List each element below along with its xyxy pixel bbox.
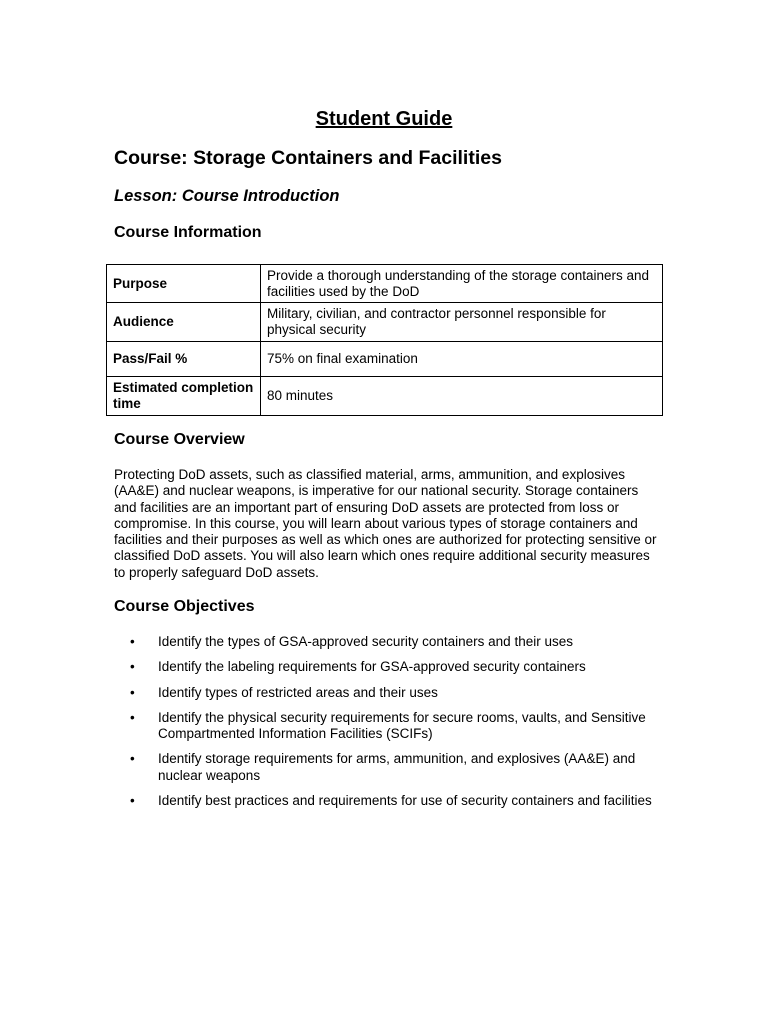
bullet-icon: • xyxy=(130,751,135,767)
table-row xyxy=(107,265,663,303)
row-label: Pass/Fail % xyxy=(107,342,261,377)
list-item xyxy=(114,685,659,701)
course-information-table xyxy=(106,264,663,416)
lesson-title: Lesson: Course Introduction xyxy=(114,187,340,205)
bullet-icon: • xyxy=(130,793,135,809)
row-label: Estimated completion time xyxy=(107,377,261,416)
list-item xyxy=(114,793,659,809)
row-label: Audience xyxy=(107,303,261,342)
guide-title: Student Guide xyxy=(315,108,453,130)
table-row xyxy=(107,303,663,342)
objective-text: Identify the types of GSA-approved security containers and their uses xyxy=(158,634,573,649)
course-objectives-list xyxy=(114,634,659,818)
row-value: Military, civilian, and contractor personnel responsible for physical security xyxy=(261,303,663,342)
row-label: Purpose xyxy=(107,265,261,303)
row-value: 75% on final examination xyxy=(261,342,663,377)
objective-text: Identify the physical security requirements for secure rooms, vaults, and Sensitive Compartmented Information Facilities (SCIFs) xyxy=(158,709,646,742)
list-item xyxy=(114,710,659,743)
bullet-icon: • xyxy=(130,709,135,725)
course-information-heading: Course Information xyxy=(114,224,262,241)
course-overview-heading: Course Overview xyxy=(114,431,245,448)
bullet-icon: • xyxy=(130,634,135,649)
objective-text: Identify best practices and requirements for use of security containers and facilities xyxy=(158,793,652,809)
bullet-icon: • xyxy=(130,659,135,675)
objective-text: Identify storage requirements for arms, ammunition, and explosives (AA&E) and nuclear weapons xyxy=(158,751,636,783)
row-value: Provide a thorough understanding of the storage containers and facilities used by the DoD xyxy=(261,265,663,303)
table-row xyxy=(107,377,663,416)
list-item xyxy=(114,634,659,650)
bullet-icon: • xyxy=(130,684,135,700)
row-value: 80 minutes xyxy=(261,377,663,416)
course-overview-text: Protecting DoD assets, such as classified material, arms, ammunition, and explosives (AA&E) and nuclear weapons, is imperative for our national security. Storage containers and facilities are an important part of ensuring DoD assets are protected from loss or compromise. In this course, you will learn about various types of storage containers and facilities and their purposes as well as which ones are authorized for protecting sensitive or classified DoD assets. You will also learn which ones require additional security measures to properly safeguard DoD assets. xyxy=(114,467,657,580)
objective-text: Identify the labeling requirements for GSA-approved security containers xyxy=(158,659,586,675)
course-objectives-heading: Course Objectives xyxy=(114,598,255,615)
objective-text: Identify types of restricted areas and their uses xyxy=(158,684,438,700)
course-title: Course: Storage Containers and Facilities xyxy=(114,147,502,169)
list-item xyxy=(114,659,659,675)
list-item xyxy=(114,751,659,784)
table-row xyxy=(107,342,663,377)
